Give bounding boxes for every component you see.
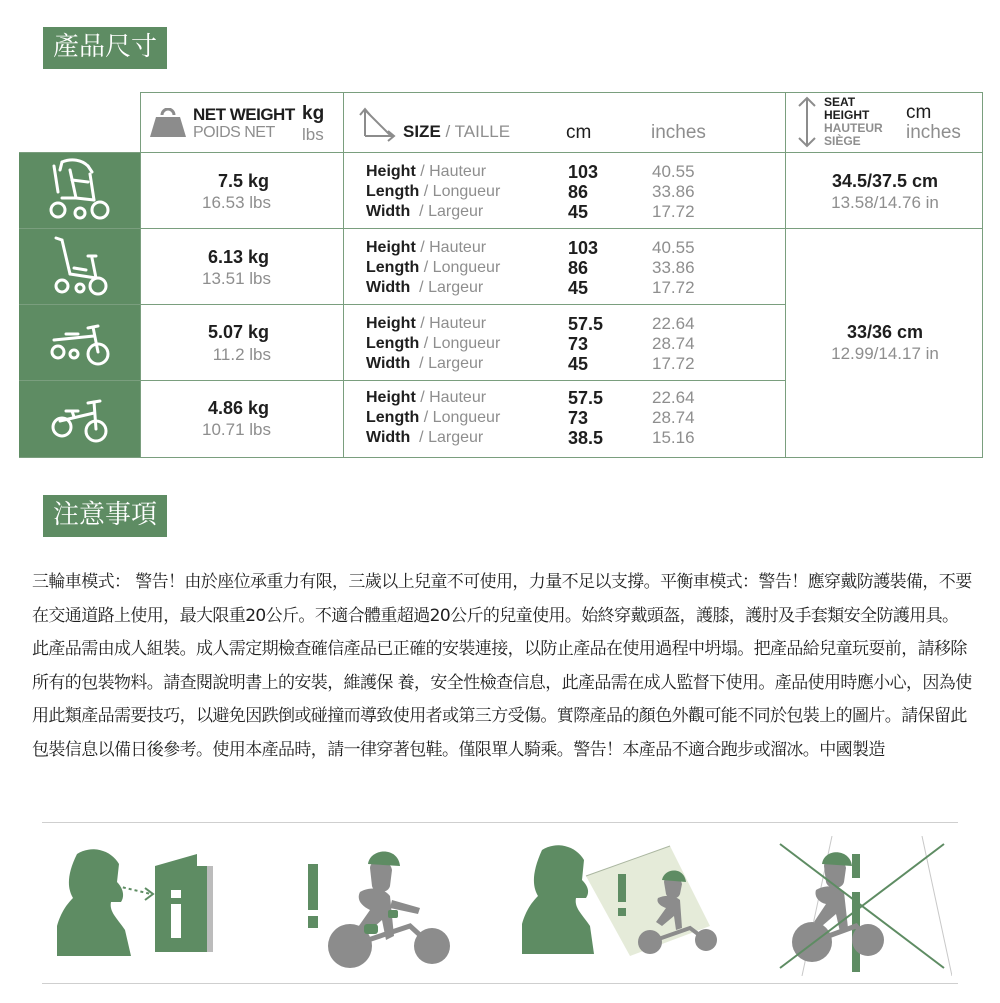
weight-lbs-row-1: 16.53 lbs <box>202 193 271 212</box>
dim-height-row-3 <box>366 314 695 334</box>
dim-cm: 38.5 <box>568 428 604 448</box>
dim-width-row-3 <box>366 354 695 374</box>
notes-heading: 注意事項 <box>43 495 167 537</box>
dim-label: Length <box>366 335 420 352</box>
dim-label: Width <box>366 203 411 220</box>
dim-in: 22.64 <box>652 388 695 407</box>
dim-in: 17.72 <box>652 202 695 221</box>
weight-kg-row-3: 5.07 kg <box>207 322 269 342</box>
size-label-en: SIZE <box>403 122 441 141</box>
safety-notes-text: 三輪車模式： 警告！由於座位承重力有限，三歲以上兒童不可使用，力量不足以支撐。平衡車模式：警告！應穿戴防護裝備，不要在交通道路上使用，最大限重20公斤。不適合體重超過20公斤的兒童使用。始終穿戴頭盔，護膝，護肘及手套類安全防護用具。此產品需由成人組裝。成人需定期檢查確信產品已正確的安裝連接，以防止產品在使用過程中坍塌。把產品給兒童玩耍前，請移除所有的包裝物料。請查閱說明書上的安裝，維護保 養，安全性檢查信息，此產品需在成人監督下使用。產品使用時應小心，因為使用此類產品需要技巧，以避免因跌倒或碰撞而導致使用者或第三方受傷。實際產品的顏色外觀可能不同於包裝上的圖片。請保留此包裝信息以備日後參考。使用本產品時，請一律穿著包鞋。僅限單人騎乘。警告！本產品不適合跑步或溜冰。中國製造 <box>32 572 972 760</box>
dim-in: 22.64 <box>652 314 695 333</box>
dim-length-row-2 <box>366 258 695 278</box>
size-unit-cm: cm <box>566 122 592 143</box>
dim-width-row-4 <box>366 428 695 448</box>
weight-column-header <box>149 102 339 142</box>
dim-label-fr: / Longueur <box>419 335 501 352</box>
read-instructions-icon <box>55 836 225 966</box>
weight-lbs-row-4: 10.71 lbs <box>202 420 271 439</box>
vertical-arrow-icon <box>795 96 819 148</box>
dim-cm: 45 <box>568 278 589 298</box>
adult-supervision-icon <box>520 836 730 966</box>
dim-label-fr: / Largeur <box>410 355 484 372</box>
weight-label-fr: POIDS NET <box>193 124 275 141</box>
dim-label-fr: / Hauteur <box>415 163 487 180</box>
dim-cm: 57.5 <box>568 314 604 334</box>
dim-cm: 86 <box>568 258 589 278</box>
seat-height-cm-other-modes: 33/36 cm <box>846 322 924 342</box>
dim-height-row-4 <box>366 388 695 408</box>
dim-label-fr: / Largeur <box>410 429 484 446</box>
size-label <box>403 122 510 142</box>
seat-unit-cm: cm <box>906 102 932 123</box>
dim-cm: 103 <box>568 162 599 182</box>
dim-cm: 45 <box>568 354 589 374</box>
dim-label-fr: / Hauteur <box>415 389 487 406</box>
dim-in: 28.74 <box>652 408 695 427</box>
dim-height-row-2 <box>366 238 695 258</box>
weight-unit-lbs: lbs <box>302 125 324 144</box>
weight-lbs-row-3: 11.2 lbs <box>212 345 271 364</box>
table-header-divider <box>19 152 983 153</box>
dim-length-row-3 <box>366 334 695 354</box>
dim-in: 28.74 <box>652 334 695 353</box>
dim-label-fr: / Hauteur <box>415 239 487 256</box>
dim-label-fr: / Largeur <box>410 279 484 296</box>
seat-label-en <box>824 96 869 122</box>
seat-label-line-2: HEIGHT <box>824 108 870 122</box>
dim-label: Height <box>366 315 416 332</box>
dim-label: Height <box>366 239 416 256</box>
dim-cm: 86 <box>568 182 589 202</box>
size-column-header <box>359 106 799 146</box>
weight-icon <box>149 108 187 138</box>
dim-in: 33.86 <box>652 258 695 277</box>
dimensions-heading: 產品尺寸 <box>43 27 167 69</box>
dim-label-fr: / Longueur <box>419 183 501 200</box>
weight-kg-row-1: 7.5 kg <box>217 171 269 191</box>
dim-label-fr: / Longueur <box>419 259 501 276</box>
dim-label: Height <box>366 163 416 180</box>
seat-height-in-other-modes: 12.99/14.17 in <box>831 344 939 363</box>
divider-top <box>42 822 958 823</box>
dim-label-fr: / Hauteur <box>415 315 487 332</box>
dim-width-row-2 <box>366 278 695 298</box>
seat-label-line-4: SIÈGE <box>824 134 861 148</box>
size-unit-inches: inches <box>651 122 706 143</box>
weight-label-en: NET WEIGHT <box>193 105 295 124</box>
balance-bike-model-cell <box>19 381 140 457</box>
seat-height-in-tricycle-canopy: 13.58/14.76 in <box>831 193 939 212</box>
seat-label-line-1: SEAT <box>824 95 856 109</box>
dim-cm: 73 <box>568 334 589 354</box>
dim-in: 40.55 <box>652 162 695 181</box>
seat-height-column-header <box>795 96 985 152</box>
size-label-fr: / TAILLE <box>440 122 511 141</box>
dim-label: Height <box>366 389 416 406</box>
dim-cm: 103 <box>568 238 599 258</box>
dim-label-fr: / Largeur <box>410 203 484 220</box>
dim-cm: 57.5 <box>568 388 604 408</box>
no-riding-in-traffic-icon <box>772 836 952 976</box>
divider-bottom <box>42 983 958 984</box>
dim-length-row-1 <box>366 182 695 202</box>
dim-label-fr: / Longueur <box>419 409 501 426</box>
weight-kg-row-4: 4.86 kg <box>207 398 269 418</box>
dim-height-row-1 <box>366 162 695 182</box>
dim-width-row-1 <box>366 202 695 222</box>
size-arrow-icon <box>359 106 399 142</box>
dim-in: 40.55 <box>652 238 695 257</box>
dim-length-row-4 <box>366 408 695 428</box>
seat-unit-inches: inches <box>906 122 961 143</box>
seat-label-line-3: HAUTEUR <box>824 121 883 135</box>
wear-protective-gear-icon <box>300 836 460 976</box>
dim-label: Length <box>366 409 420 426</box>
row-divider <box>19 228 983 229</box>
column-divider <box>343 92 344 458</box>
dim-label: Width <box>366 429 411 446</box>
weight-lbs-row-2: 13.51 lbs <box>202 269 271 288</box>
table-bottom-border <box>19 457 983 458</box>
seat-label-fr <box>824 122 883 148</box>
dim-cm: 73 <box>568 408 589 428</box>
spec-table <box>19 92 983 458</box>
column-divider <box>785 92 786 458</box>
dim-label: Length <box>366 183 420 200</box>
seat-height-cm-tricycle-canopy: 34.5/37.5 cm <box>831 171 939 191</box>
weight-kg-row-2: 6.13 kg <box>207 247 269 267</box>
dim-cm: 45 <box>568 202 589 222</box>
dim-in: 15.16 <box>652 428 695 447</box>
table-top-border <box>140 92 983 93</box>
dim-label: Width <box>366 279 411 296</box>
dim-in: 33.86 <box>652 182 695 201</box>
dim-label: Width <box>366 355 411 372</box>
dim-label: Length <box>366 259 420 276</box>
weight-unit-kg: kg <box>302 103 325 124</box>
dim-in: 17.72 <box>652 278 695 297</box>
dim-in: 17.72 <box>652 354 695 373</box>
